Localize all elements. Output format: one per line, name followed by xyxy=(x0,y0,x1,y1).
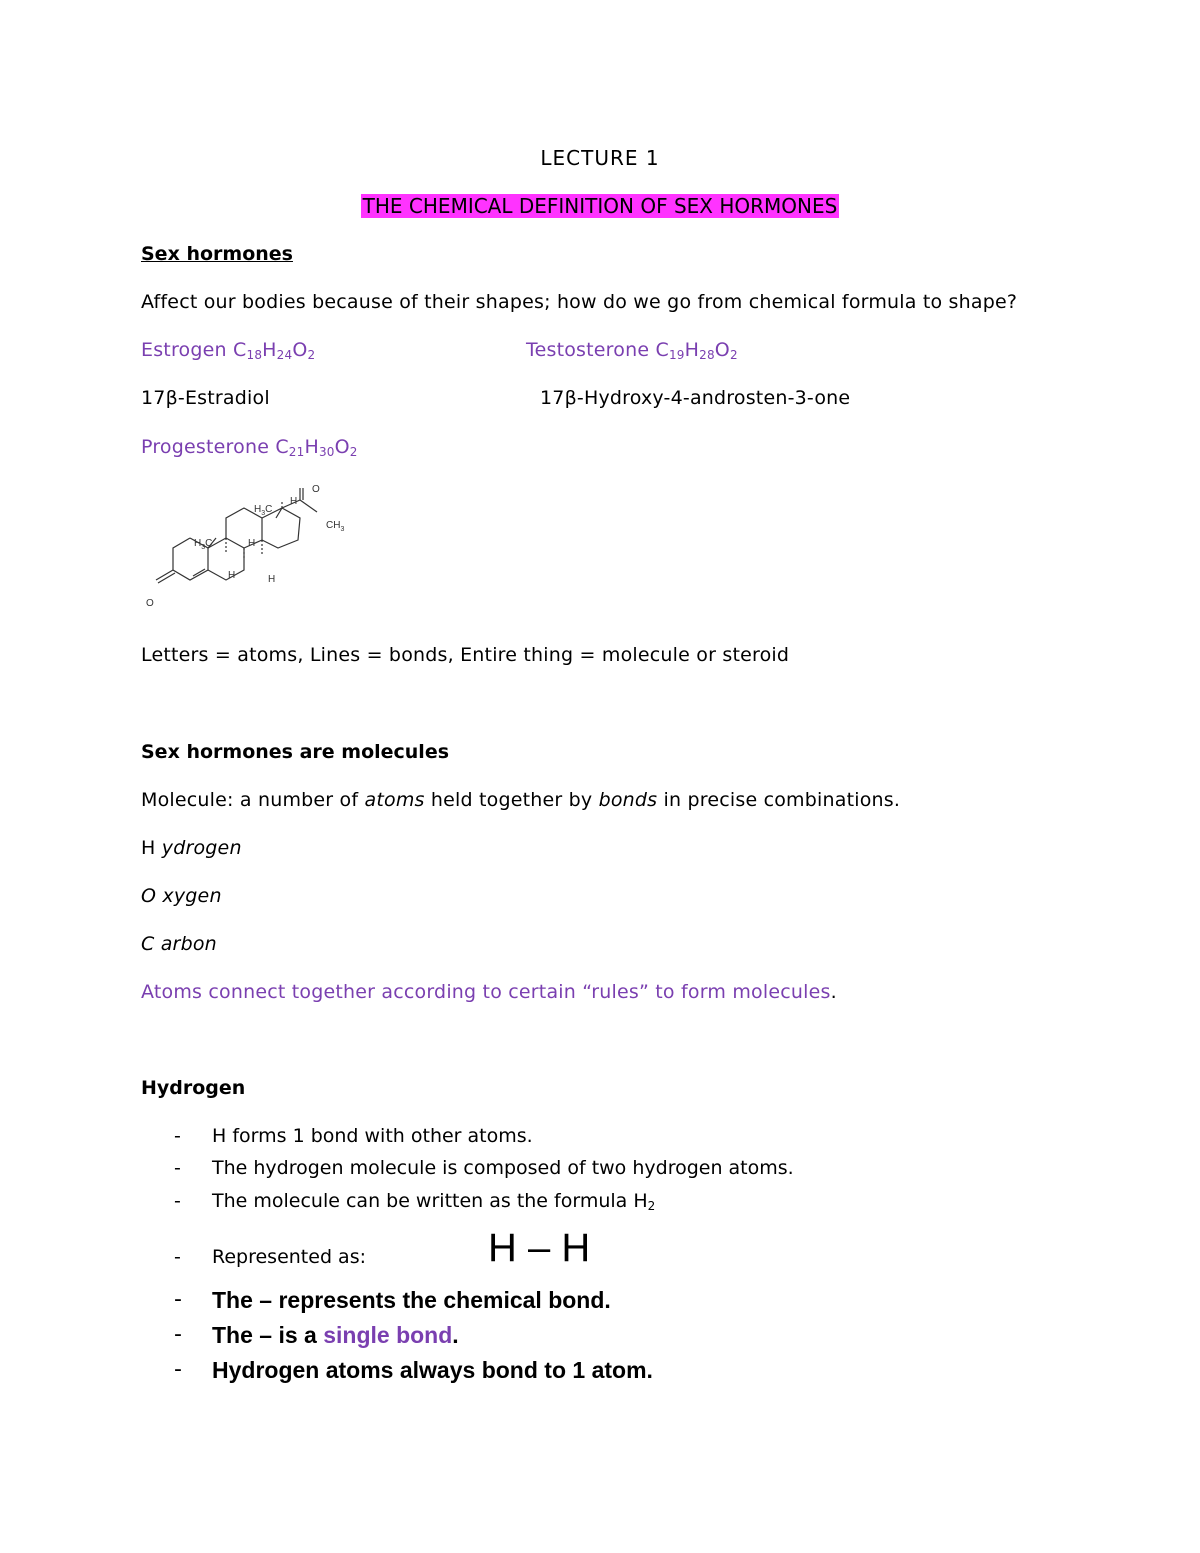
element-hydrogen: H ydrogen xyxy=(141,837,242,859)
section-heading-molecules: Sex hormones are molecules xyxy=(141,741,450,763)
label-o-top: O xyxy=(312,484,320,495)
intro-paragraph: Affect our bodies because of their shapes; how do we go from chemical formula to shape? xyxy=(141,291,1018,313)
label-h-mid: H xyxy=(248,538,256,549)
label-h3c-lower: $H_3C$ xyxy=(194,538,213,551)
estradiol-name: 17β-Estradiol xyxy=(141,387,270,409)
bullet-dash: - xyxy=(174,1125,181,1147)
testosterone-formula: Testosterone $C_{19}H_{28}O_2$ xyxy=(526,339,738,362)
atoms-term: atoms xyxy=(364,789,425,811)
h-h-diagram: H – H xyxy=(488,1226,591,1270)
element-carbon: C arbon xyxy=(141,933,217,955)
section-heading-sex-hormones: Sex hormones xyxy=(141,243,293,265)
bullet-dash: - xyxy=(174,1246,181,1268)
bullet-dash: - xyxy=(174,1322,182,1347)
molecule-definition: Molecule: a number of atoms held together by bonds in precise combinations. xyxy=(141,789,901,811)
section-heading-hydrogen: Hydrogen xyxy=(141,1077,246,1099)
ring-b xyxy=(208,538,244,580)
bonds-term: bonds xyxy=(598,789,658,811)
element-oxygen: O xygen xyxy=(141,885,222,907)
label-h-low-right: H xyxy=(268,574,276,585)
structure-legend: Letters = atoms, Lines = bonds, Entire thing = molecule or steroid xyxy=(141,644,790,666)
label-h3c-upper: $H_3C$ xyxy=(254,504,273,517)
estrogen-formula: Estrogen $C_{18}H_{24}O_2$ xyxy=(141,339,316,362)
bullet-dash: - xyxy=(174,1287,182,1312)
lecture-number xyxy=(0,146,1200,170)
highlighted-title: THE CHEMICAL DEFINITION OF SEX HORMONES xyxy=(362,194,838,218)
bullet-dash: - xyxy=(174,1357,182,1382)
bullet-dash: - xyxy=(174,1157,181,1179)
rules-statement: Atoms connect together according to certain “rules” to form molecules. xyxy=(141,981,837,1003)
progesterone-structure xyxy=(140,478,370,618)
label-h-low-left: H xyxy=(228,570,236,581)
lecture-label: LECTURE 1 xyxy=(540,146,660,170)
label-ch3: $CH_3$ xyxy=(326,520,345,533)
progesterone-formula: Progesterone $C_{21}H_{30}O_2$ xyxy=(141,436,358,459)
label-o-left: O xyxy=(146,598,154,609)
label-h-top: H xyxy=(290,496,298,507)
page-title xyxy=(0,194,1200,218)
single-bond-term: single bond xyxy=(323,1322,453,1348)
bullet-dash: - xyxy=(174,1190,181,1212)
testosterone-iupac-name: 17β-Hydroxy-4-androsten-3-one xyxy=(540,387,851,409)
